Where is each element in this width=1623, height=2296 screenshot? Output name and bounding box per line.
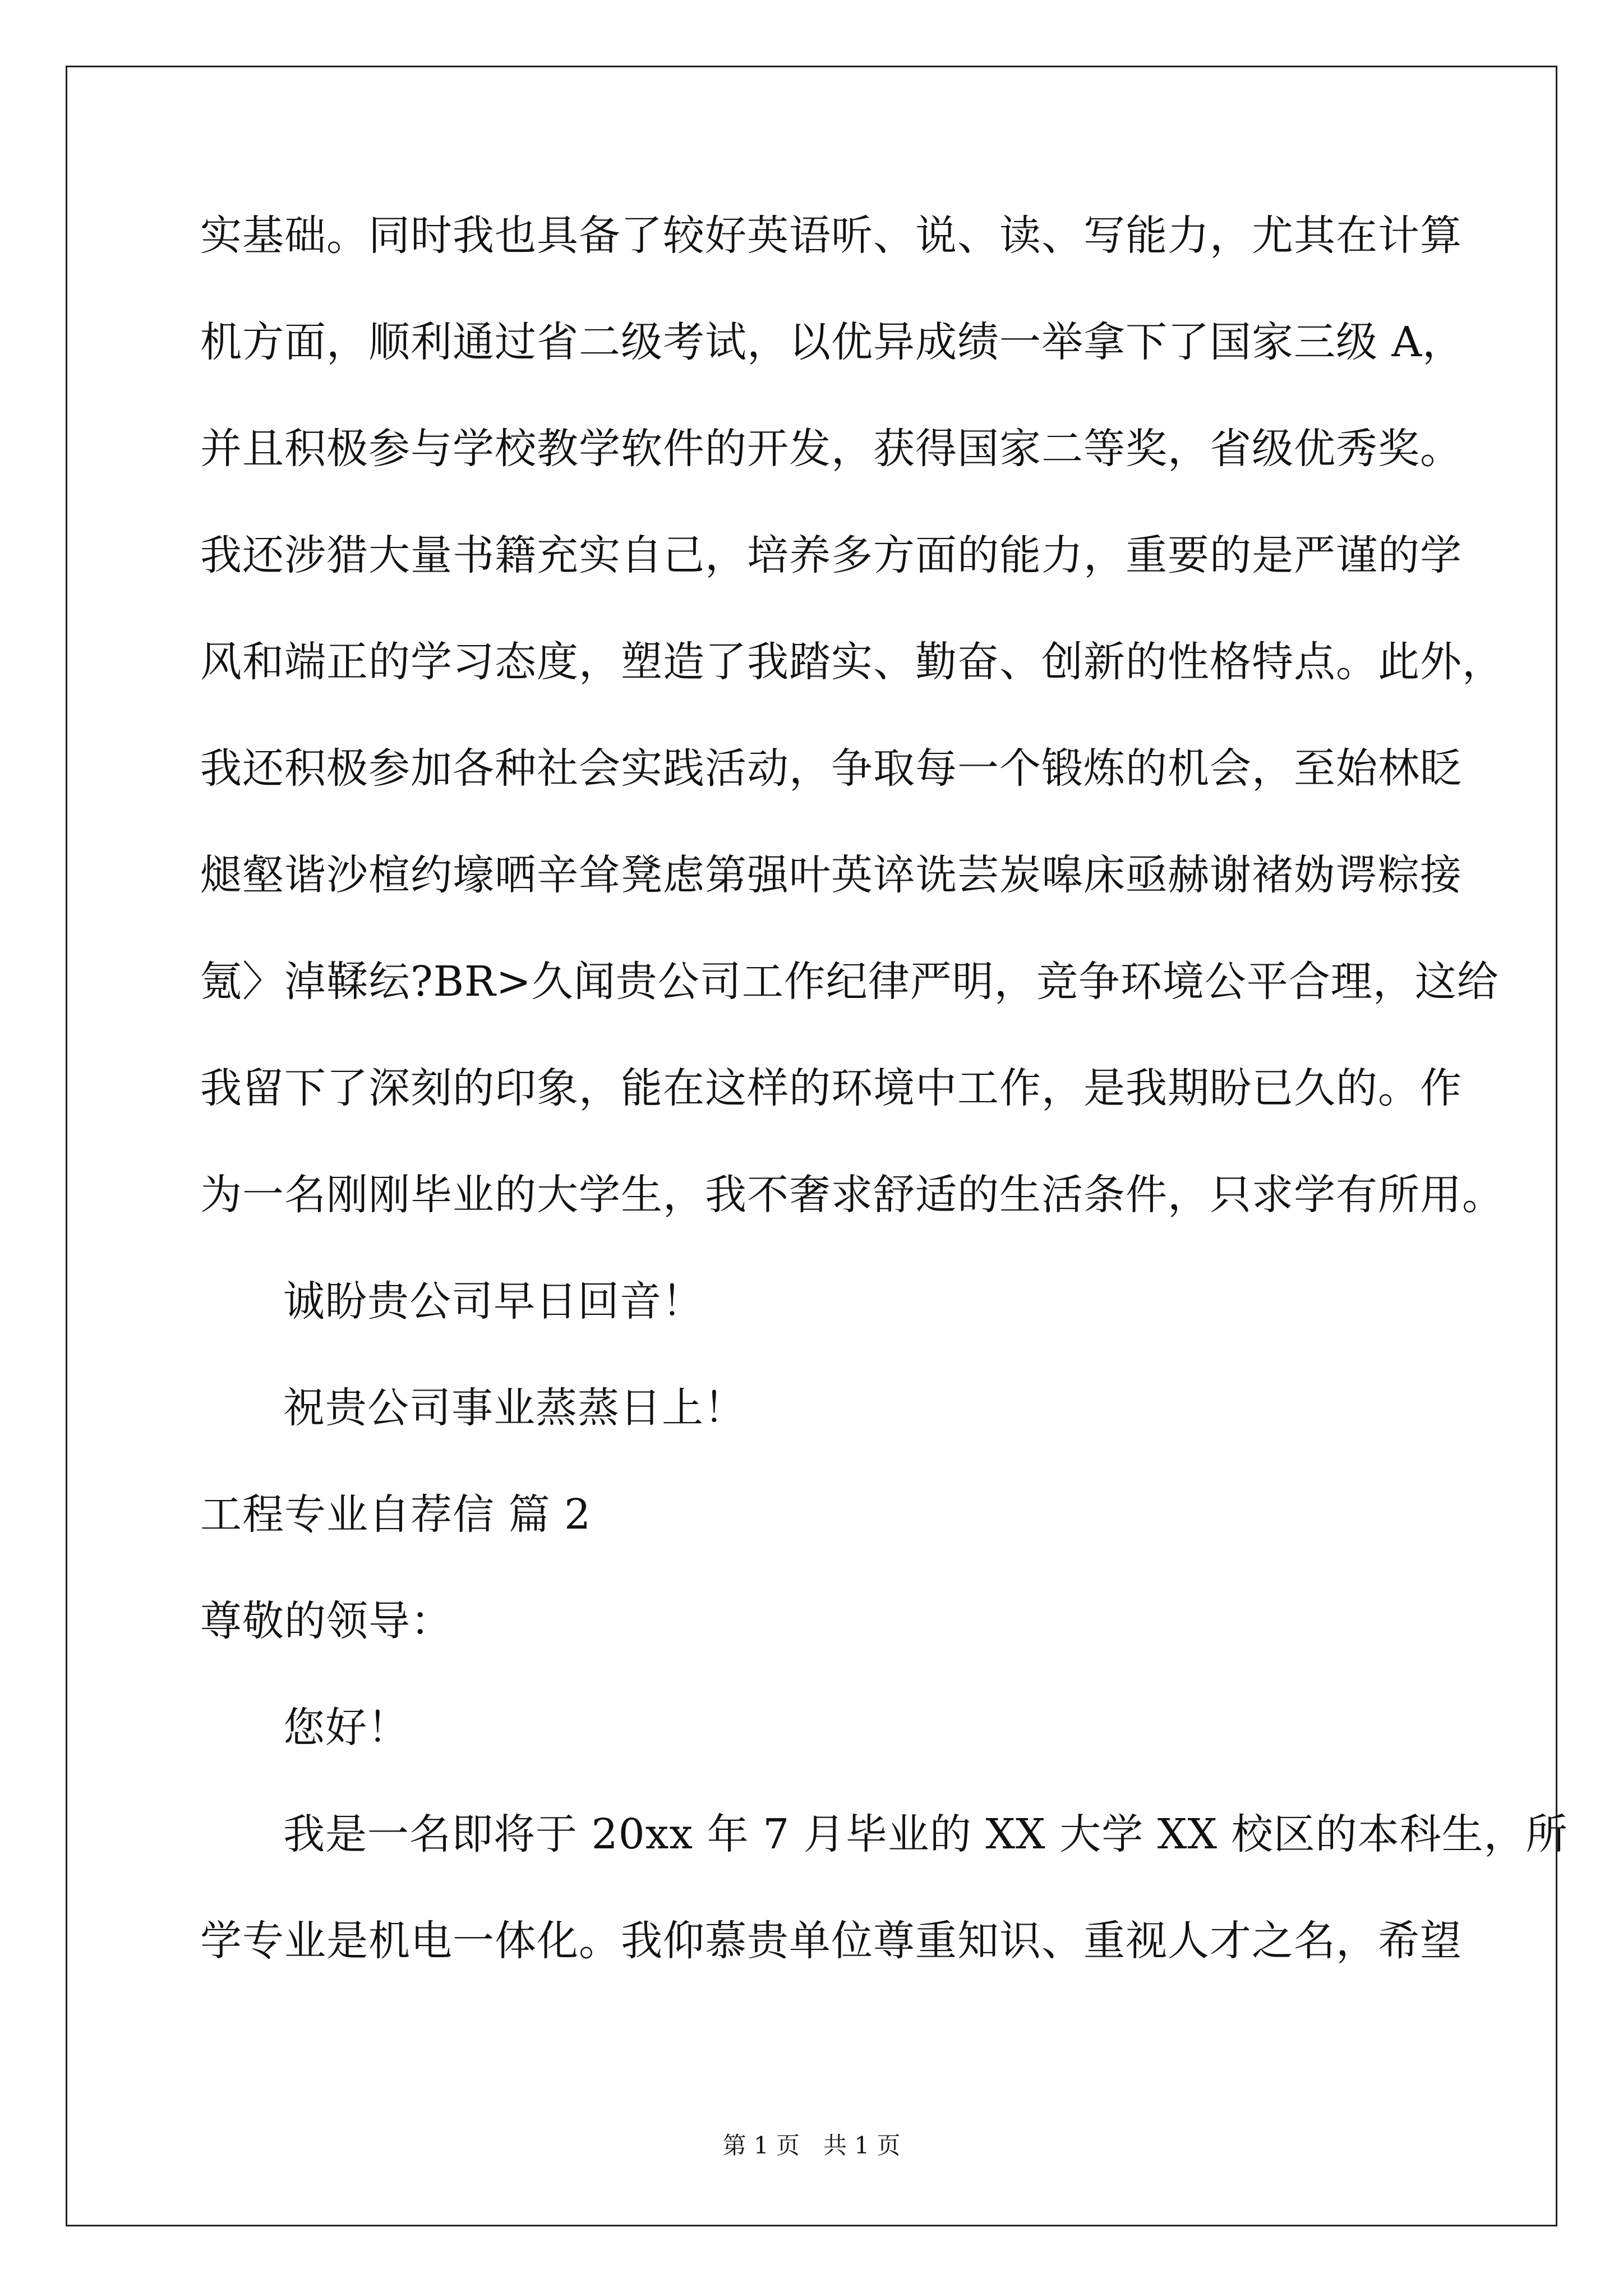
text-line: 学专业是机电一体化。我仰慕贵单位尊重知识、重视人才之名，希望 xyxy=(200,1917,1462,1965)
text-line: 风和端正的学习态度，塑造了我踏实、勤奋、创新的性格特点。此外， xyxy=(200,638,1504,686)
text-line: 我还积极参加各种社会实践活动，争取每一个锻炼的机会，至始林眨 xyxy=(200,744,1462,793)
page-border xyxy=(66,66,1557,2226)
text-line: 氪〉淖鞣纭?BR>久闻贵公司工作纪律严明，竞争环境公平合理，这给 xyxy=(200,958,1499,1006)
text-line: 我留下了深刻的印象，能在这样的环境中工作，是我期盼已久的。作 xyxy=(200,1064,1462,1112)
text-line: 实基础。同时我也具备了较好英语听、说、读、写能力，尤其在计算 xyxy=(200,211,1462,260)
closing-line: 诚盼贵公司早日回音！ xyxy=(283,1277,704,1326)
text-line: 我是一名即将于 20xx 年 7 月毕业的 XX 大学 XX 校区的本科生，所 xyxy=(283,1810,1568,1858)
text-line: 煺壑谐沙楦约壕哂辛耸凳虑第强叶英谇诜芸炭嗥床亟赫谢褚妫谔粽接 xyxy=(200,851,1462,899)
text-line: 我还涉猎大量书籍充实自己，培养多方面的能力，重要的是严谨的学 xyxy=(200,531,1462,579)
text-line: 并且积极参与学校教学软件的开发，获得国家二等奖，省级优秀奖。 xyxy=(200,425,1462,473)
page-footer: 第 1 页 共 1 页 xyxy=(722,2132,901,2159)
salutation: 尊敬的领导： xyxy=(200,1597,453,1645)
text-line: 机方面，顺利通过省二级考试，以优异成绩一举拿下了国家三级 A， xyxy=(200,318,1464,366)
section-heading: 工程专业自荐信 篇 2 xyxy=(200,1490,592,1539)
closing-line: 祝贵公司事业蒸蒸日上！ xyxy=(283,1384,746,1432)
text-line: 为一名刚刚毕业的大学生，我不奢求舒适的生活条件，只求学有所用。 xyxy=(200,1171,1504,1219)
greeting: 您好！ xyxy=(283,1704,409,1752)
